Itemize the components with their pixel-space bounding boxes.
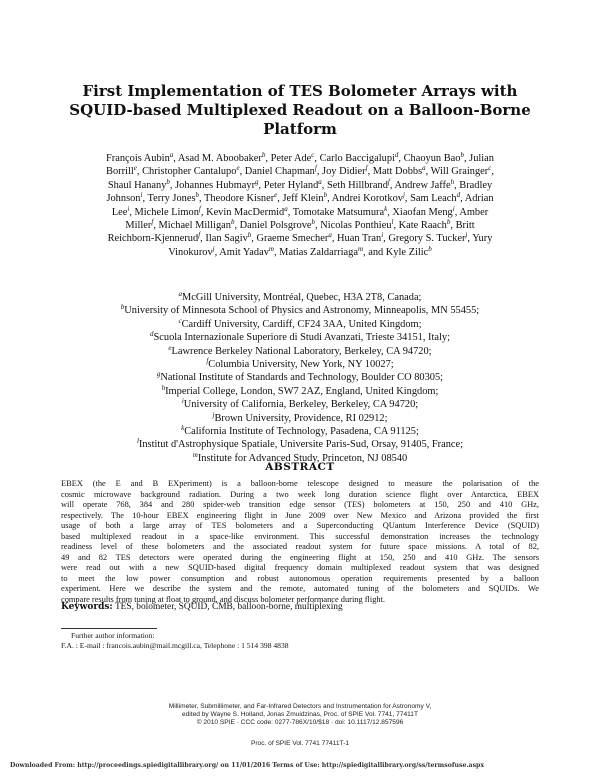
abstract-line: experiment. Here we describe the system and the remote, automated tuning of the bolometers and SQUIDs. We (61, 584, 539, 594)
abstract-line: usage of both a large array of TES bolometers and a Superconducting QUantum Interference Device (SQUID) (61, 521, 539, 531)
affiliation-mark: b (195, 191, 200, 200)
affiliation-item (48, 412, 552, 425)
proceedings-line: © 2010 SPIE · CCC code: 0277-786X/10/$18 · doi: 10.1117/12.857596 (196, 719, 404, 727)
footnote-line: F.A. : E-mail : francois.aubin@mail.mcgill.ca, Telephone : 1 514 398 4838 (61, 641, 289, 650)
author-name: Shaul Hanany (107, 179, 167, 191)
affiliation-mark: k (181, 424, 185, 433)
affiliation-mark: k (384, 204, 388, 213)
author-name: Jeff Klein (282, 193, 324, 205)
affiliation-text: Institute for Advanced Study, Princeton, NJ 08540 (197, 452, 408, 464)
affiliation-mark: j (465, 231, 468, 240)
affiliation-mark: a (422, 164, 426, 173)
abstract-body (61, 479, 539, 606)
author-line: François Aubin$^a$, Asad M. Aboobaker$^b$, Peter Ade$^c$, Carlo Baccigalupi$^d$, Chaoyun Bao$^b$, Julian (105, 151, 494, 164)
author-name: Huan Tran (337, 233, 382, 245)
affiliation-text: Columbia University, New York, NY 10027; (208, 359, 394, 371)
author-name: Andrei Korotkov (331, 193, 403, 205)
author-name: Seth Hillbrand (327, 179, 388, 191)
affiliation-item (48, 425, 552, 438)
affiliation-mark: a (169, 151, 174, 159)
author-name: Peter Ade (270, 153, 312, 164)
affiliation-mark: m (192, 450, 198, 459)
author-name: Borrill (106, 166, 134, 178)
affiliation-text: Brown University, Providence, RI 02912; (214, 412, 388, 424)
keywords (61, 602, 539, 612)
affiliation-mark: d (456, 191, 461, 200)
author-name: Amber (459, 206, 489, 218)
affiliation-mark: i (452, 204, 455, 213)
author-name: Asad M. Aboobaker (177, 153, 262, 164)
affiliation-item (48, 385, 552, 398)
affiliation-mark: d (150, 330, 154, 339)
proceedings-line: Millimeter, Submillimeter, and Far-Infrared Detectors and Instrumentation for Astronomy V, (168, 703, 432, 710)
download-notice: Downloaded From: http://proceedings.spiedigitallibrary.org/ on 11/01/2016 Terms of Use: http://spiedigitallibrary.org/ss/termsofuse.aspx (10, 762, 485, 769)
proceedings-line: edited by Wayne S. Holland, Jonas Zmuidzinas, Proc. of SPIE Vol. 7741, 77411T (181, 711, 419, 719)
affiliation-mark: f (198, 231, 201, 240)
affiliation-mark: j (212, 244, 215, 253)
affiliation-list (48, 291, 552, 465)
paper-title (60, 82, 540, 139)
author-line: Shaul Hanany$^b$, Johannes Hubmayr$^g$, Peter Hyland$^a$, Seth Hillbrand$^f$, Andrew Jaffe$^h$, Bradley (107, 177, 493, 191)
author-name: François Aubin (105, 153, 170, 164)
affiliation-item (48, 398, 552, 411)
affiliation-mark: f (198, 204, 201, 213)
affiliation-mark: a (328, 231, 332, 240)
author-name: Kevin MacDermid (206, 206, 285, 218)
affiliation-mark: b (230, 218, 235, 227)
author-name: Terry Jones (147, 193, 196, 205)
affiliation-mark: c (311, 151, 315, 159)
author-name: Lee (111, 206, 128, 218)
author-name: Miller (125, 220, 152, 232)
author-name: Joy Didier (322, 166, 366, 178)
author-name: Matt Dobbs (372, 166, 423, 178)
author-name: Amit Yadav (219, 246, 269, 258)
abstract-line: to meet the low power consumption and robust autonomous operation requirements presented by a balloon (61, 573, 539, 583)
author-name: Reichborn-Kjennerud (107, 233, 199, 245)
author-name: Julian (469, 153, 494, 164)
abstract-line: readiness level of these bolometers and the associated readout system for future space missions. A total of 82, (61, 542, 539, 552)
affiliation-text: National Institute of Standards and Technology, Boulder CO 80305; (160, 372, 444, 384)
affiliation-mark: e (133, 164, 137, 173)
author-name: Xiaofan Meng (392, 206, 453, 218)
author-name: and Kyle Zilic (368, 246, 429, 258)
affiliation-mark: f (365, 164, 368, 173)
affiliation-item (48, 371, 552, 384)
proceedings-info (100, 703, 500, 728)
author-name: Yury (472, 233, 493, 245)
author-name: Ilan Sagiv (205, 233, 248, 245)
abstract-line: cosmic microwave background radiation. During a two week long duration science flight over Antarctica, EBEX (61, 489, 539, 499)
affiliation-item (48, 318, 552, 331)
affiliation-item (48, 358, 552, 371)
affiliation-item (48, 438, 552, 451)
affiliation-item (48, 331, 552, 344)
affiliation-mark: e (168, 343, 172, 352)
author-line: Reichborn-Kjennerud$^f$, Ilan Sagiv$^b$, Graeme Smecher$^a$, Huan Tran$^i$, Gregory S. Tucker$^j$, Yury (107, 231, 493, 245)
affiliation-mark: a (318, 177, 322, 186)
abstract-line: compare results from tuning at float to ground, and discuss bolometer performance during flight. (61, 595, 385, 605)
keywords-text: TES, bolometer, SQUID, CMB, balloon-borne, multiplexing (114, 602, 343, 612)
author-name: Gregory S. Tucker (388, 233, 466, 245)
author-name: Carlo Baccigalupi (319, 153, 395, 164)
author-name: Will Grainger (430, 166, 489, 178)
affiliation-mark: e (236, 164, 240, 173)
author-name: Theodore Kisner (204, 193, 275, 205)
affiliation-mark: b (428, 244, 432, 253)
affiliation-text: Scuola Internazionale Superiore di Studi Avanzati, Trieste 34151, Italy; (153, 332, 450, 344)
affiliation-mark: l (136, 437, 139, 446)
author-list (48, 152, 552, 259)
footnote (61, 631, 539, 651)
abstract-line: 49 and 82 TES detectors were operated during the engineering flight at 150, 250 and 410 GHz. The sensors (61, 552, 539, 562)
affiliation-mark: m (268, 244, 274, 253)
title-line: First Implementation of TES Bolometer Arrays with (82, 82, 518, 100)
affiliation-mark: h (161, 383, 166, 392)
abstract-line: were read out with a new SQUID-based digital frequency domain multiplexed readout system that was designed (61, 563, 539, 573)
affiliation-mark: b (247, 231, 252, 240)
affiliation-text: McGill University, Montréal, Quebec, H3A 2T8, Canada; (182, 292, 422, 303)
affiliation-mark: j (212, 410, 215, 419)
abstract-line: EBEX (the E and B EXperiment) is a balloon-borne telescope designed to measure the polarisation of the (61, 479, 539, 488)
abstract-heading: ABSTRACT (265, 461, 335, 473)
affiliation-mark: g (255, 177, 259, 186)
author-name: Graeme Smecher (256, 233, 329, 245)
affiliation-mark: i (381, 231, 384, 240)
affiliation-mark: b (166, 177, 170, 186)
author-name: Johannes Hubmayr (175, 179, 256, 191)
author-name: Tomotake Matsumura (292, 206, 385, 218)
affiliation-text: Lawrence Berkeley National Laboratory, Berkeley, CA 94720; (171, 345, 432, 357)
author-name: Nicolas Ponthieu (320, 220, 392, 232)
affiliation-mark: f (387, 177, 390, 186)
author-name: Johnson (106, 193, 141, 205)
keywords-label: Keywords: (61, 602, 113, 612)
author-name: Andrew Jaffe (394, 179, 451, 191)
affiliation-mark: m (357, 244, 363, 253)
affiliation-text: Institut d'Astrophysique Spatiale, Universite Paris-Sud, Orsay, 91405, France; (138, 439, 464, 451)
footnote-rule (61, 628, 157, 629)
title-line: SQUID-based Multiplexed Readout on a Balloon-Borne (69, 101, 531, 119)
author-name: Bradley (459, 179, 493, 191)
affiliation-mark: i (140, 191, 143, 200)
affiliation-mark: f (206, 357, 209, 366)
affiliation-mark: a (284, 204, 288, 213)
footnote-line: Further author information: (71, 631, 155, 640)
affiliation-mark: d (394, 151, 399, 159)
affiliation-text: University of Minnesota School of Physics and Astronomy, Minneapolis, MN 55455; (124, 305, 480, 317)
affiliation-mark: b (311, 218, 316, 227)
affiliation-text: Cardiff University, Cardiff, CF24 3AA, United Kingdom; (181, 318, 422, 330)
affiliation-mark: f (151, 218, 154, 227)
author-name: Christopher Cantalupo (142, 166, 237, 178)
author-line: Vinokurov$^j$, Amit Yadav$^m$, Matias Zaldarriaga$^m$, and Kyle Zilic$^b$ (168, 244, 432, 258)
author-name: Vinokurov (168, 246, 213, 258)
affiliation-mark: c (488, 164, 492, 173)
author-name: Michael Milligan (158, 220, 231, 232)
affiliation-mark: a (178, 290, 183, 298)
affiliation-item (48, 291, 552, 304)
affiliation-mark: h (450, 177, 455, 186)
author-name: Daniel Chapman (244, 166, 315, 178)
affiliation-text: University of California, Berkeley, Berkeley, CA 94720; (183, 399, 419, 411)
affiliation-text: California Institute of Technology, Pasadena, CA 91125; (184, 426, 419, 438)
author-line: Miller$^f$, Michael Milligan$^b$, Daniel Polsgrove$^b$, Nicolas Ponthieu$^l$, Kate Raach$^b$, Britt (125, 218, 475, 232)
affiliation-mark: b (460, 151, 464, 159)
author-name: Kate Raach (398, 220, 447, 232)
affiliation-item (48, 345, 552, 358)
affiliation-mark: g (156, 370, 161, 379)
author-name: Daniel Polsgrove (239, 220, 312, 232)
author-line: Borrill$^e$, Christopher Cantalupo$^e$, Daniel Chapman$^f$, Joy Didier$^f$, Matt Dobbs$^a$, Will Grainger$^c$, (106, 164, 494, 178)
affiliation-mark: i (181, 397, 184, 406)
author-name: Sam Leach (410, 193, 457, 205)
affiliation-text: Imperial College, London, SW7 2AZ, England, United Kingdom; (165, 385, 439, 397)
author-name: Peter Hyland (263, 179, 319, 191)
affiliation-mark: i (127, 204, 130, 213)
title-line: Platform (263, 120, 337, 138)
affiliation-mark: b (446, 218, 451, 227)
page-identifier: Proc. of SPIE Vol. 7741 77411T-1 (250, 740, 350, 747)
affiliation-mark: f (314, 164, 317, 173)
author-name: Adrian (464, 193, 494, 205)
author-name: Michele Limon (134, 206, 199, 218)
affiliation-mark: l (391, 218, 394, 227)
author-name: Chaoyun Bao (403, 153, 461, 164)
affiliation-mark: e (274, 191, 278, 200)
abstract-line: based multiplexed readout in a space-like environment. This successful demonstration increases the technology (61, 531, 539, 541)
author-line: Johnson$^i$, Terry Jones$^b$, Theodore Kisner$^e$, Jeff Klein$^b$, Andrei Korotkov$^j$, Sam Leach$^d$, Adrian (106, 191, 494, 205)
affiliation-mark: b (261, 151, 266, 159)
abstract-line: respectively. The 10-hour EBEX engineering flight in June 2009 over New Mexico and Arizona provided the first (61, 510, 539, 520)
author-name: Britt (455, 220, 475, 232)
affiliation-mark: c (178, 316, 182, 325)
affiliation-mark: b (120, 303, 125, 312)
affiliation-item (48, 304, 552, 317)
author-line: Lee$^i$, Michele Limon$^f$, Kevin MacDermid$^a$, Tomotake Matsumura$^k$, Xiaofan Meng$^i$, Amber (111, 204, 489, 218)
affiliation-mark: j (402, 191, 405, 200)
abstract-line: will operate 768, 384 and 280 spider-web transition edge sensor (TES) bolometers at 150, 250 and 410 GHz, (61, 500, 539, 510)
affiliation-mark: b (323, 191, 328, 200)
author-name: Matias Zaldarriaga (279, 246, 358, 258)
